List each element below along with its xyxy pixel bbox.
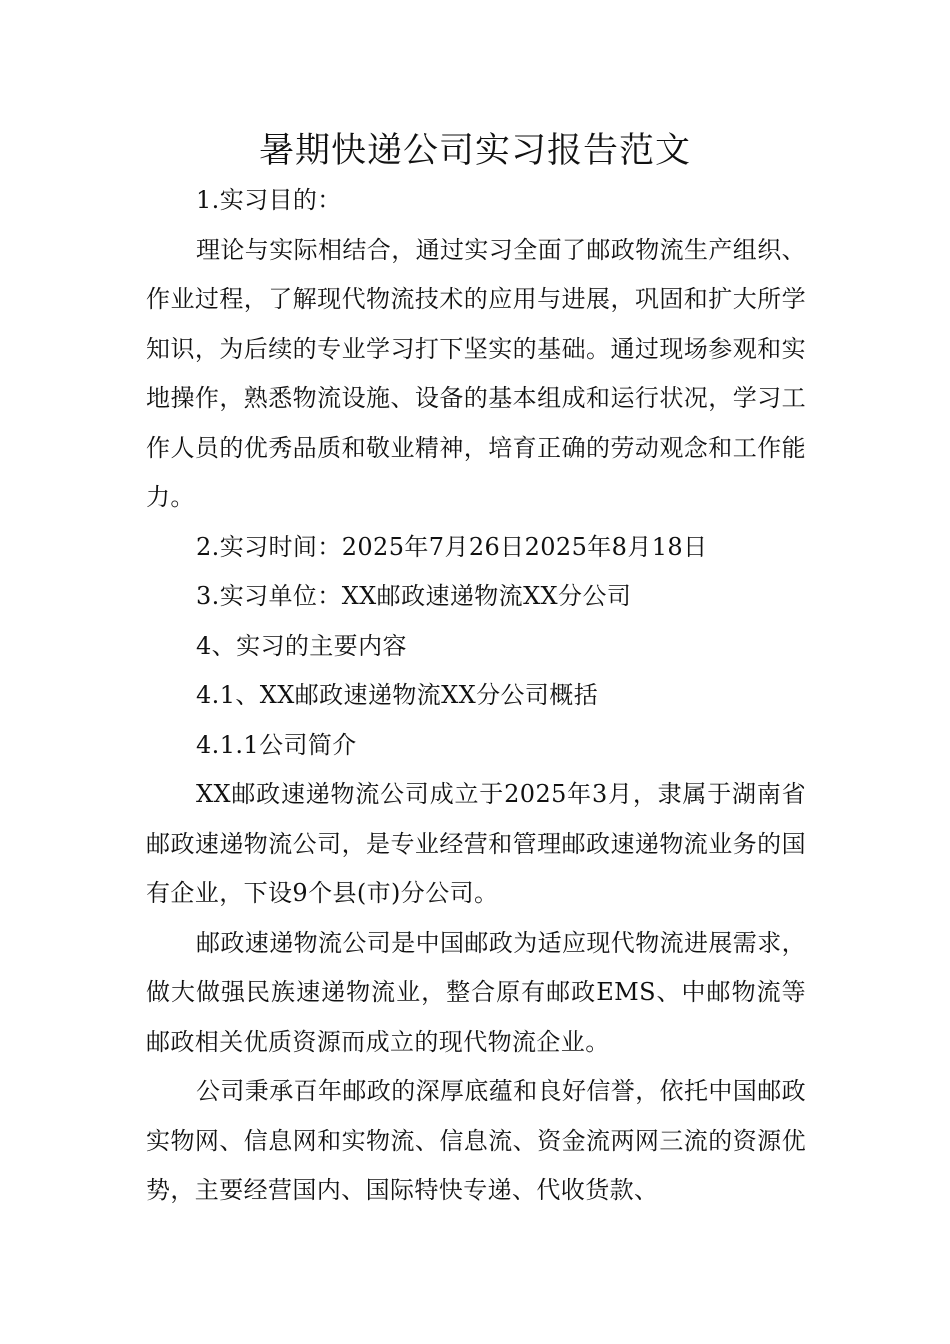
paragraph-main-content-heading: 4、实习的主要内容: [196, 631, 407, 660]
paragraph-company-founding: XX邮政速递物流公司成立于2025年3月，隶属于湖南省邮政速递物流公司，是专业经营和管理邮政速递物流业务的国有企业，下设9个县(市)分公司。: [146, 780, 806, 907]
paragraph-purpose-heading: 1.实习目的：: [196, 186, 342, 214]
document-title: 暑期快递公司实习报告范文: [258, 131, 691, 171]
paragraph-purpose-text: 理论与实际相结合，通过实习全面了邮政物流生产组织、作业过程，了解现代物流技术的应用与进展，巩固和扩大所学知识，为后续的专业学习打下坚实的基础。通过现场参观和实地操作，熟悉物流设施、设备的基本组成和运行状况，学习工作人员的优秀品质和敬业精神，培育正确的劳动观念和工作能力。: [146, 235, 806, 511]
document-body: [146, 176, 806, 1216]
paragraph-company-overview-heading: 4.1、XX邮政速递物流XX分公司概括: [196, 681, 599, 709]
paragraph-company-resources: 公司秉承百年邮政的深厚底蕴和良好信誉，依托中国邮政实物网、信息网和实物流、信息流、资金流两网三流的资源优势，主要经营国内、国际特快专递、代收货款、: [146, 1077, 806, 1204]
paragraph-company-intro-heading: 4.1.1公司简介: [196, 730, 357, 759]
paragraph-company-purpose: 邮政速递物流公司是中国邮政为适应现代物流进展需求，做大做强民族速递物流业，整合原有邮政EMS、中邮物流等邮政相关优质资源而成立的现代物流企业。: [146, 928, 806, 1056]
paragraph-internship-unit: 3.实习单位：XX邮政速递物流XX分公司: [196, 582, 632, 610]
paragraph-internship-time: 2.实习时间：2025年7月26日2025年8月18日: [196, 532, 708, 561]
